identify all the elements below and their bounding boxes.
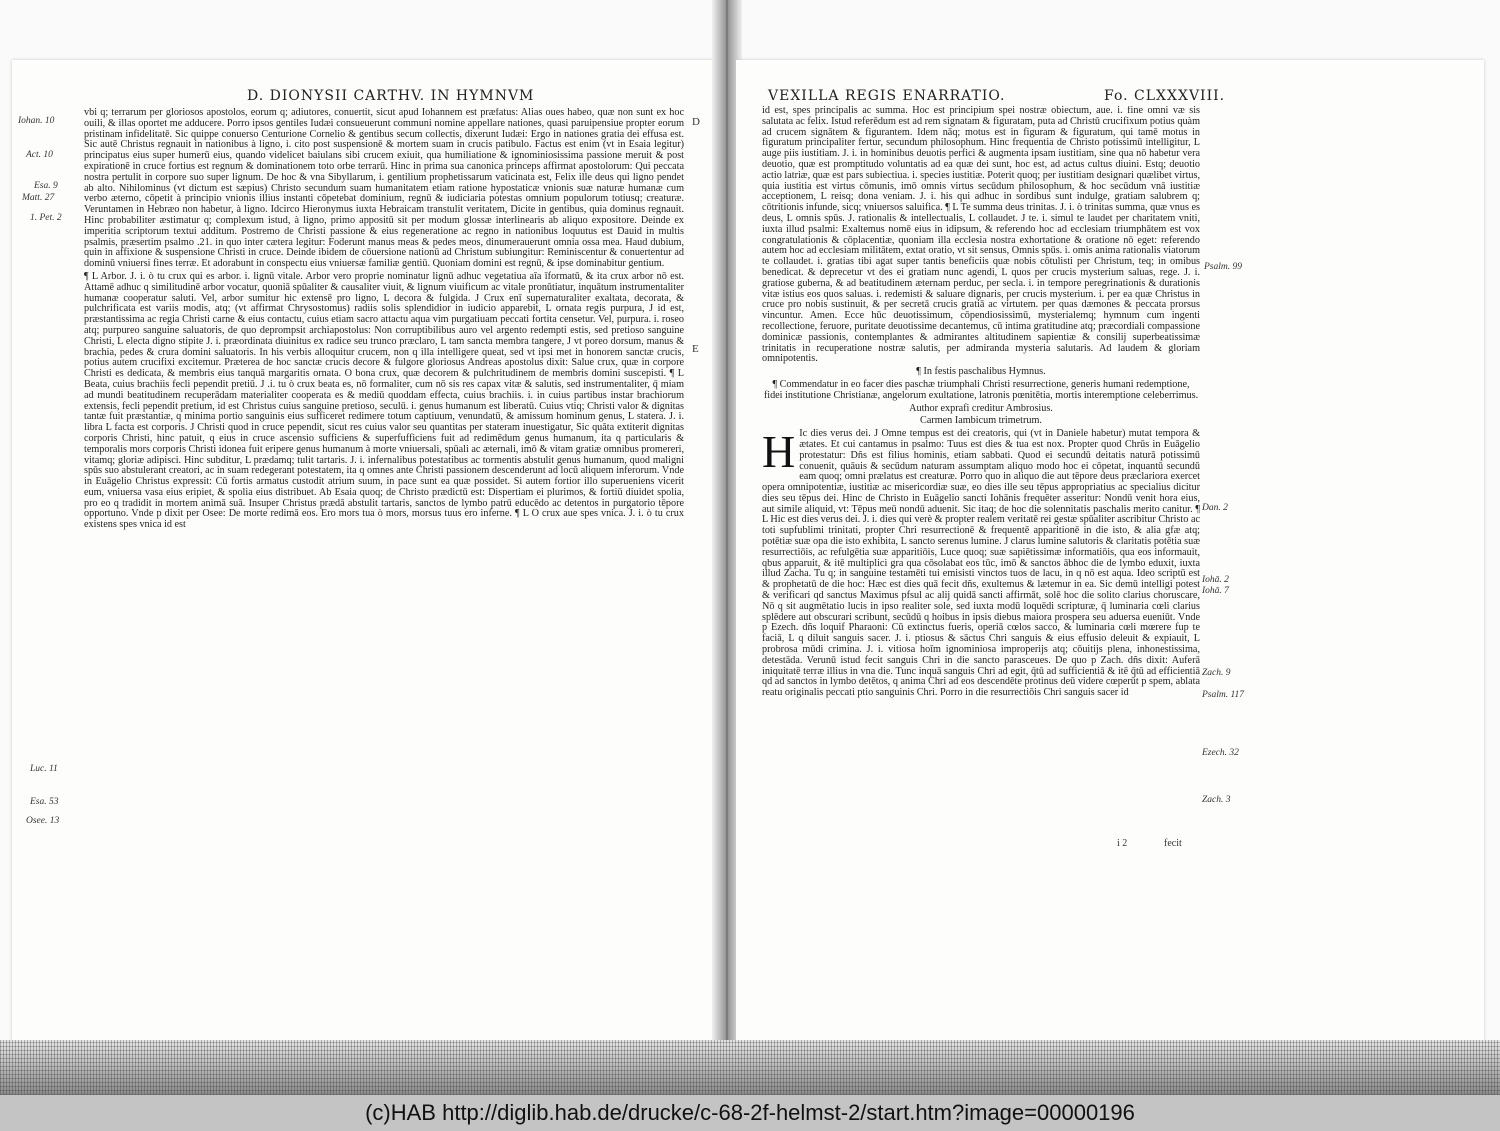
margin-note: Matt. 27	[22, 193, 55, 203]
folio-number: Fo. CLXXXVIII.	[1104, 88, 1226, 104]
margin-note: Act. 10	[26, 150, 53, 160]
margin-note: Dan. 2	[1202, 503, 1228, 513]
margin-note: Zach. 9	[1202, 668, 1231, 678]
margin-note: Iohan. 10	[18, 116, 55, 126]
copyright-link-text[interactable]: (c)HAB http://diglib.hab.de/drucke/c-68-2f-helmst-2/start.htm?image=00000196	[365, 1100, 1135, 1125]
margin-note: Luc. 11	[30, 764, 58, 774]
right-paragraph-1: id est, spes principalis ac summa. Hoc est principium spei nostræ obiectum, aue. i. fine omni væ sis salutata ac felix. Istud referēdum est ad rem signatam & figuratam, puta ad Christū crucifixum potius quàm ad crucem signātem & figurantem. Idem nāq; motus est in figuram & figuratum, qui tamē motus in figuratum principaliter fertur, secundum philosophum. Hinc frequentia de Christo potissimū intelligitur, L auge piis iustitiam. J. i. in hominibus deuotis perfici & augmenta ipsam iustitiam, sine qua nō habetur vera deuotio, quæ est promptitudo voluntatis ad ea quæ dei sunt, hoc est, ad actus cultus diuini. Estq; deuotio actio latriæ, quæ est pars subiectiua. i. species iustitiæ. Poterit quoq; per iustitiam designari quælibet virtus, quia iustitia est virtus cōmunis, imō omnis virtus secūdum philosophum, & hoc secūdum vnā iustitiæ acceptionem, L reisq; dona veniam. J. i. his qui adhuc in sordibus sunt indulge, gratiam salubrem q; cōtritionis infunde, sicq; vniuersos saluifica. ¶ L Te summa deus trinitas. J. i. ò trinitas summa, quæ vnus es deus, L omnis spūs. J. rationalis & intellectualis, L collaudet. J te. i. simul te laudet per charitatem vniti, iuxta illud psalmi: Exaltemus nomē eius in idipsum, & referendo hoc ad ecclesiam triumphātem est vox congratulationis & cōplacentiæ, quoniam illa ecclesia nostra exhortatione & oratione nō eget: referendo autem hoc ad ecclesiam militātem, extat oratio, vt sit sensus, Omnis spūs. i. omis anima rationalis viatorum te collaudet. i. gratias tibi agat super tantis beneficiis quæ nobis cōtulisti per Christum, teq; in omibus benedicat. & deprecetur vt des ei gratiam nunc agendi, L quos per crucis mysterium saluas, rege. J. i. gratiose guberna, & ad beatitudinem æternam perduc, per secla. i. in tempore peregrinationis & durationis vitæ istius eos quos saluas. i. redemisti & saluare dignaris, per crucis mysterium. i. per ea quæ Christus in cruce pro nobis sustinuit, & per secretā crucis gratiā ac virtutem. per quas dæmones & peccata prorsus vincuntur. Amen. Ecce hūc deuotissimum, cōpendiosissimū, mysterialemq; hymnum cum ingenti recollectione, feruore, puritate deuotissime decantemus, cū intima gratitudine atq; præcordiali compassione dominicæ passionis, contemplantes & admirantes altitudinem sapientiæ & consilij superbeatissimæ trinitatis in recuperatione nostræ salutis, per admiranda mysteria salutaris. Ad laudem & gloriam omnipotentis.	[762, 106, 1200, 365]
margin-note: Iohā. 7	[1202, 586, 1229, 596]
margin-note: Zach. 3	[1202, 795, 1231, 805]
hymn-meter: Carmen Iambicum trimetrum.	[920, 415, 1042, 427]
right-paragraph-2-text: Ic dies verus dei. J Omne tempus est dei creatoris, qui (vt in Daniele habetur) mutat tempora & ætates. Et cui cantamus in psalmo: Tuus est dies & tua est nox. Propter quod Chrūs in Euāgelio protestatur: Dñs est filius hominis, etiam sabbati. Quod ei secundū deitatis naturā potissimū conuenit, quāuis & secūdum naturam assumptam aliquo modo hoc ei cōpetat, inquantū secundū eam quoq; omni prælatus est creaturæ. Porro quo in aliquo die aut tēpore deus præclariora exercet opera omnipotentiæ, iustitiæ ac misericordiæ suæ, eo dies ille seu tēpus appropriatius ac specialius dicitur dies seu tēpus dei. Hinc de Christo in Euāgelio sancti Iohānis frequēter asseritur: Nondū venit hora eius, aut simile aliquid, vt: Tēpus meū nondū aduenit. Sic itaq; de hoc die solennitatis paschalis merito canitur. ¶ L Hic est dies verus dei. J. i. dies qui verè & propter realem veritatē rei gestæ spūaliter ascribitur Christo ac toti supfublimi trinitati, propter Chri resurrectionē & frequentē apparitionē in die isto, & alia gfæ atq; potētiæ suæ opa die isto exhibita, L sancto serenus lumine. J clarus lumine salutoris & claritatis potētia suæ resurrectiōis, ac refulgētia suæ apparitiōis, Luce quoq; suæ sapiētissimæ informatiōis, qua eos informauit, qbus apparuit, & itē multiplici gra qua cōsolabat eos tūc, imō & sanctos ābhoc die de lymbo eduxit, iuxta illud Zacha. Tu q; in sanguine testamēti tui emisisti vinctos tuos de lacu, in q nō est aqua. Ideo scriptū est & prophetatū de die hoc: Hæc est dies quā fecit dñs, exultemus & lætemur in ea. Sic demū intelligi potest & verificari qd sanctus Maximus pfsul ac alij quidā sancti affirmāt, solē hoc die solito clarius choruscare, Nō q sit augmētatio lucis in ipso realiter sole, sed iuxta modū loquēdi scripturæ, q̄ luminaria cœli clarius splēdere aut obscurari scribunt, secūdū q hoibus in ipsis diebus maiora prospera seu aduersa eueniūt. Vnde p Ezech. dñs loquif Pharaoni: Cū extinctus fueris, operiā cœlos sacco, & luminaria cœli mœrere fup te faciā, L q diluit sanguis sacer. J. i. ptiosus & sāctus Chri sanguis & eius effusio deleuit & expiauit, L probrosa mūdi crimina. J. i. vitiosa hoīm ignominiosa improperijs atq; cōuitijs plena, inhonestissima, detestāda. Verunū istud fecit sanguis Chri in die sancto parasceues. De quo p Zach. dñs dixit: Auferā iniquitatē terræ illius in vna die. Tunc inquā sanguis Chri ad egit, q̄tū ad sufficientiā & itē q̄tū ad efficientiā qd ad sanctos in lymbo detētos, q anima Chri ad eos descendēte protinus deū videre cœperūt p spem, ablata reatu originalis peccati ptio sanguinis Chri. Porro in die resurrectiōis Chri sanguis sacer id	[762, 428, 1200, 699]
drop-cap: H	[762, 426, 796, 478]
left-page	[12, 60, 718, 1050]
left-margin-notes	[12, 60, 84, 1050]
left-paragraph-1: vbi q; terrarum per gloriosos apostolos, eorum q; adiutores, conuertit, sicut apud Iohannem est præfatus: Alias oues habeo, quæ non sunt ex hoc ouili, & illas oportet me adducere. Porro ipsos gentiles Iudæi consueuerunt communi nomine appellare nationes, quasi paruipensiue propter eorum pristinam infidelitatē. Sic quippe conuerso Centurione Cornelio & gentibus secum collectis, dixerunt Iudæi: Ergo in nationes gratia dei effusa est. Sic autē Christus regnauit in nationibus à ligno, i. cito post suspensionē & mortem suam in crucis patibulo. Factus est enim (vt in Esaia legitur) principatus eius super humerū eius, quando videlicet baiulans sibi crucem exiuit, qua humiliatione & ignominiosissima passione meruit & post expirationē in cruce fortius est regnum & dominationem toto orbe terrarū. Hinc in prima sua canonica princeps affirmat apostolorum: Qui peccata nostra pertulit in corpore suo super lignum. De hoc & vna Sibyllarum, i. gentilium prophetissarum vaticinata est, Felix ille deus qui ligno pendet ab alto. Nihilominus (vt dictum est sæpius) Christo secundum suam humanitatem etiam ratione hypostaticæ vnionis suæ naturæ humanæ cum verbo æterno, cōpetit à principio vnionis illius instanti cōpetebat dominium, regnū & iudiciaria potestas omnium populorum totiusq; creaturæ. Veruntamen in Hebræo non habetur, à ligno. Idcirco Hieronymus iuxta Hebraicam transtulit veritatem, Dicite in gentibus, quia dominus regnauit. Hinc probabiliter æstimatur q; complexum istud, à ligno, primo appositū sit per modum glossæ interlinearis ab aliquo expositore. Deinde ex imperitia scriptorum textui additum. Postremo de Christi passione & eius regeneratione ac regno in nationibus loquutus est Dauid in multis psalmis, præsertim psalmo .21. in quo inter cætera legitur: Foderunt manus meas & pedes meos, dinumerauerunt omnia ossa mea. Haud dubium, quin in affixione & suspensione Christi in cruce. Deinde ibidem de cōuersione nationū ad Christum subiungitur: Reminiscentur & conuertentur ad dominū vniuersi fines terræ. Et adorabunt in conspectu eius vniuersæ familiæ gentiū. Quoniam domini est regnū, & ipse dominabitur gentium.	[84, 108, 684, 270]
section-letter: D	[692, 116, 700, 128]
margin-note: Psalm. 99	[1204, 262, 1242, 272]
right-paragraph-2	[762, 426, 1200, 699]
right-page-body	[762, 106, 1200, 911]
right-running-head: VEXILLA REGIS ENARRATIO.	[768, 88, 1006, 104]
margin-note: Osee. 13	[26, 816, 60, 826]
copyright-footer	[0, 1095, 1500, 1131]
feast-heading: ¶ In festis paschalibus Hymnus.	[916, 366, 1046, 378]
left-page-body	[84, 108, 684, 908]
section-letter: E	[692, 343, 699, 355]
catchword: fecit	[1164, 838, 1182, 849]
margin-note: Psalm. 117	[1202, 690, 1245, 700]
right-margin-notes	[1198, 60, 1268, 1060]
margin-note: Esa. 53	[30, 797, 59, 807]
margin-note: 1. Pet. 2	[30, 213, 62, 223]
margin-note: Esa. 9	[34, 181, 58, 191]
hymn-author: Author exprafi creditur Ambrosius.	[909, 402, 1053, 414]
right-page	[736, 60, 1484, 1060]
left-running-head: D. DIONYSII CARTHV. IN HYMNVM	[247, 88, 535, 104]
scanner-bed-edge	[0, 1040, 1500, 1095]
hymn-summary: ¶ Commendatur in eo facer dies paschæ triumphali Christi resurrectione, generis humani redemptione, fidei institutione Christianæ, angelorum exultatione, latronis pœnitētia, mortis interemptione celeberrimus.	[763, 378, 1199, 401]
margin-note: Ezech. 32	[1202, 748, 1239, 758]
left-paragraph-2: ¶ L Arbor. J. i. ò tu crux qui es arbor. i. lignū vitale. Arbor vero proprie nominatur lignū adhuc vegetatiua aīa īformatū, & ita crux arbor nō est. Attamē adhuc q similitudinē arbor vocatur, quoniā spūaliter & causaliter viuit, & lignum viuificum ac vitale pronūtiatur, inquātum instrumentaliter humanæ cooperatur saluti. Vel, arbor sumitur hic extensē pro ligno, L decora & fulgida. J Crux enī supernaturaliter exaltata, decorata, & pulchrificata est variis modis, atq; (vt affirmat Chrysostomus) radiis solis splendidior in iudicio apparebit, L ornata regis purpura, J id est, præstantissima ac regia Christi carne & eius contactu, cuius etiam sacro attactu aqua vim purgatiuam peccati fortita censetur. Vel, purpura. i. roseo atq; purpureo sanguine saluatoris, de quo deprompsit archiapostolus: Non corruptibilibus auro vel argento redempti estis, sed pretioso sanguine Christi, L electa digno stipite J. i. præordinata diuinitus ex radice seu trunco præclaro, L tam sancta membra tangere, J vt poreo dorsum, manus & brachia, pedes & crura domini saluatoris. In his verbis alloquitur crucem, non q illa intelligere queat, sed vt ipsi met in honorem sanctæ crucis, potius autem crucifixi excitemur. Præterea de hoc sanctæ crucis decore & fulgore gloriosus Andreas apostolus dixit: Salue crux, quæ in corpore Christi es dedicata, & membris eius tanquā margaritis ornata. O bona crux, quæ decorem & pulchritudinem de membris domini suscepisti. ¶ L Beata, cuius brachiis fecli pependit pretiū. J .i. tu ò crux beata es, nō formaliter, cum nō sis res capax vitæ & salutis, sed instrumentaliter, q̄ miam ad mundi beatitudinem recuperādam materialiter cooperata es & mediū quoddam effecta, cuius brachiis. i. in cuius partibus instar brachiorum extensis, fecli pependit pretium, id est Christus cuius sanguine pretioso, seculū. i. genus humanum est liberatū. Cuius vtiq; Christi valor & dignitas tantæ fuit præstantiæ, q minima portio sanguinis eius sufficeret redimere totum captiuum, venundatū, & amissum hominum genus, L statera. J. i. libra L facta est corporis. J Christi quod in cruce pependit, sicut res cuius valor seu quantitas per stateram inuestigatur, Sic quāta extiterit dignitas corporis Christi, hinc patuit, q eius in cruce ascensio sufficiens & superfufficiens fuit ad redimēdum genus humanum, ita q particularis & temporalis mors corporis Christi idonea fuit eripere genus humanum à morte vniuersali, spūali ac æternali, imō & vitam gratiæ omnibus promereri, vitamq; gloriæ adipisci. Hinc subditur, L prædamq; tulit tartaris. J. i. infernalibus potestatibus ac tormentis abstulit genus humanum, quod maligni spūs suo abstulerant creatori, ac in suam redegerant potestatem, ita q omnes ante Christi passionem descenderunt ad locū aliquem inferorum. Vnde in Euāgelio Christus expressit: Cū fortis armatus custodit atrium suum, in pace sunt ea quæ possidet. Si autem fortior illo superueniens vicerit eum, vniuersa vasa eius eripiet, & spolia eius distribuet. Ab Esaia quoq; de Christo prædictū est: Dispertiam ei plurimos, & fortiū diuidet spolia, pro eo q tradidit in mortem animā suā. Insuper Christus prædā abstulit tartaris, sanctos de lymbo patrū educēdo ac detentos in purgatorio tēpore opportuno. Vnde p dixit per Osee: De morte redimā eos. Ero mors tua ò mors, morsus tuus ero inferne. ¶ L O crux aue spes vnica. J. i. ò tu crux existens spes vnica id est	[84, 270, 684, 531]
margin-note: Iohā. 2	[1202, 575, 1229, 585]
signature-mark: i 2	[1117, 838, 1128, 849]
